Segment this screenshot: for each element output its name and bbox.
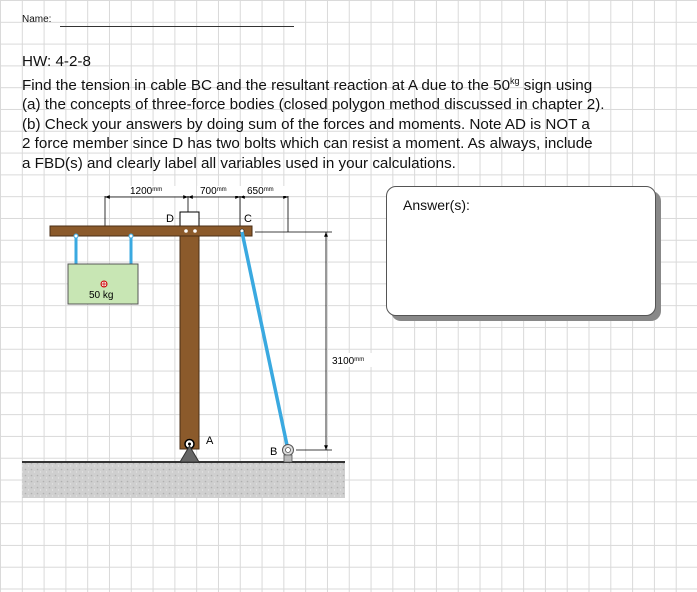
problem-line-2: (a) the concepts of three-force bodies (closed polygon method discussed in chapter 2).: [22, 96, 605, 114]
bracket-d: [180, 212, 199, 226]
problem-title: HW: 4-2-8: [22, 53, 91, 70]
name-label: Name:: [22, 14, 52, 25]
problem-line-3: (b) Check your answers by doing sum of the forces and moments. Note AD is NOT a: [22, 115, 590, 133]
ground: [22, 462, 345, 498]
label-b: B: [270, 446, 278, 458]
problem-line-4: 2 force member since D has two bolts which can resist a moment. As always, include: [22, 135, 593, 153]
horizontal-beam: [50, 226, 252, 236]
answer-label: Answer(s):: [403, 197, 470, 213]
dim-650: $650^{mm}$: [247, 186, 274, 197]
mass-unit-sup: kg: [510, 75, 520, 86]
problem-line-5: a FBD(s) and clearly label all variables used in your calculations.: [22, 154, 456, 172]
dim-3100: $3100^{mm}$: [332, 356, 365, 367]
dim-1200: $1200^{mm}$: [130, 186, 163, 197]
label-c: C: [244, 213, 252, 225]
problem-line-1: Find the tension in cable BC and the resultant reaction at A due to the $50^{kg}$ sign using: [22, 75, 593, 94]
dim-700: $700^{mm}$: [200, 186, 227, 197]
sign-label: 50 kg: [89, 290, 114, 301]
cable-bc: [242, 232, 288, 450]
vertical-post: [180, 226, 199, 449]
label-d: D: [166, 213, 174, 225]
dimension-vertical: [255, 232, 384, 450]
label-a: A: [206, 435, 214, 447]
